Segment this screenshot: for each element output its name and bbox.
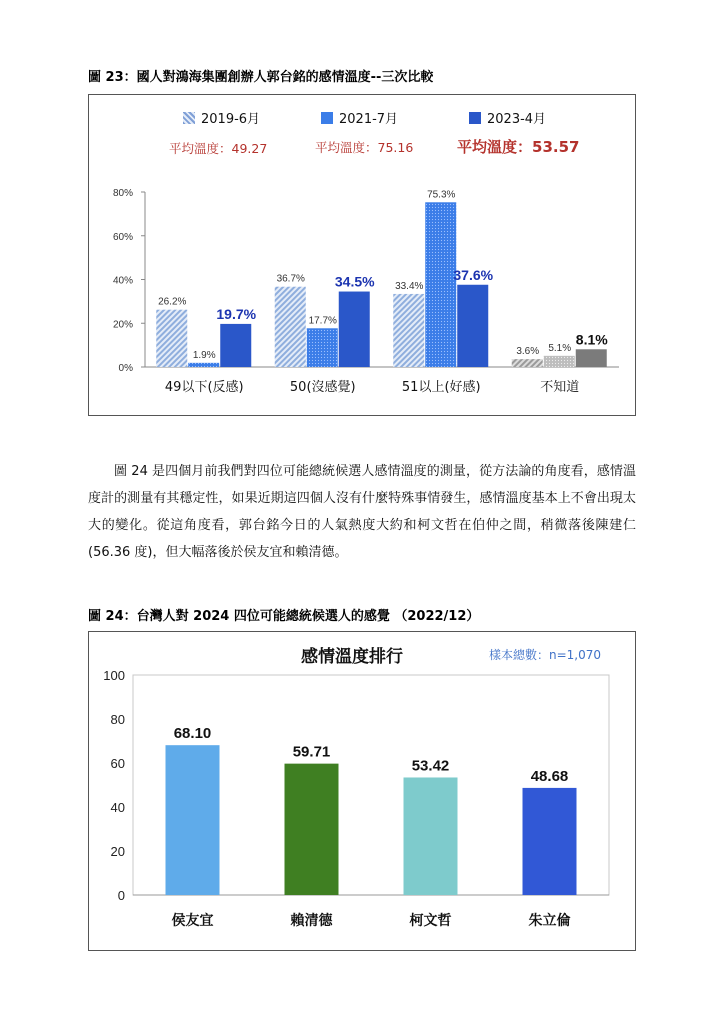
- x-category-label: 49以下(反感): [164, 380, 244, 395]
- x-category-label: 51以上(好感): [401, 380, 481, 395]
- y-tick-label: 80: [110, 712, 125, 727]
- data-label: 33.4%: [395, 280, 424, 292]
- figure24-bar-chart: [89, 632, 635, 950]
- x-category-label: 朱立倫: [528, 913, 571, 929]
- data-label: 37.6%: [453, 266, 494, 283]
- x-category-label: 柯文哲: [409, 913, 452, 929]
- bar-2019-1: [275, 287, 306, 367]
- y-tick-label: 100: [103, 668, 125, 683]
- data-label: 17.7%: [308, 315, 337, 327]
- data-label: 75.3%: [427, 189, 456, 201]
- figure24-title: 感情溫度排行: [301, 647, 403, 667]
- bar-2021-1: [307, 328, 338, 367]
- bar-3: [523, 788, 577, 895]
- body-paragraph: 圖 24 是四個月前我們對四位可能總統候選人感情溫度的測量，從方法論的角度看，感情溫度計的測量有其穩定性，如果近期這四個人沒有什麼特殊事情發生，感情溫度基本上不會出現太大的變化。從這角度看，郭台銘今日的人氣熱度大約和柯文哲在伯仲之間，稍微落後陳建仁(56.36 度)，但大幅落後於侯友宜和賴清德。: [88, 464, 636, 560]
- y-tick-label: 0: [117, 888, 125, 903]
- data-label: 3.6%: [516, 346, 540, 358]
- bar-2023-3: [576, 349, 607, 367]
- bar-2019-2: [393, 294, 424, 367]
- x-category-label: 賴清德: [290, 913, 333, 929]
- legend-label-2019: 2019-6月: [201, 112, 261, 127]
- legend-label-2023: 2023-4月: [487, 112, 547, 127]
- bar-2023-0: [220, 324, 251, 367]
- y-tick-label: 60%: [112, 231, 133, 243]
- average-2023: 平均溫度：53.57: [457, 138, 580, 156]
- figure24-caption: 圖 24：台灣人對 2024 四位可能總統候選人的感覺 （2022/12）: [88, 609, 480, 624]
- x-category-label: 50(沒感覺): [289, 380, 356, 395]
- average-2019: 平均溫度：49.27: [169, 141, 268, 156]
- bar-2023-2: [457, 285, 488, 367]
- data-label: 8.1%: [575, 331, 608, 348]
- y-tick-label: 40: [110, 800, 125, 815]
- legend-label-2021: 2021-7月: [339, 112, 399, 127]
- data-label: 34.5%: [334, 273, 375, 290]
- bar-2021-3: [544, 356, 575, 367]
- bar-2021-0: [188, 363, 219, 367]
- data-label: 48.68: [530, 767, 569, 785]
- data-label: 36.7%: [276, 273, 305, 285]
- bar-2019-0: [156, 310, 187, 367]
- bar-2023-1: [339, 292, 370, 367]
- x-category-label: 侯友宜: [171, 913, 214, 929]
- data-label: 19.7%: [216, 305, 257, 322]
- data-label: 59.71: [292, 743, 331, 761]
- y-tick-label: 40%: [112, 275, 133, 287]
- y-tick-label: 20%: [112, 319, 133, 331]
- bar-2: [404, 777, 458, 895]
- figure23-chart-box: [88, 94, 636, 416]
- bar-2019-3: [512, 359, 543, 367]
- figure24-chart-box: [88, 631, 636, 951]
- bar-1: [285, 764, 339, 895]
- x-category-label: 不知道: [540, 380, 580, 395]
- y-tick-label: 20: [110, 844, 125, 859]
- figure23-bar-chart: [89, 95, 635, 415]
- bar-2021-2: [425, 202, 456, 367]
- sample-size-note: 樣本總數：n=1,070: [489, 648, 602, 662]
- data-label: 1.9%: [192, 349, 216, 361]
- data-label: 5.1%: [548, 342, 572, 354]
- y-tick-label: 60: [110, 756, 125, 771]
- figure23-caption: 圖 23：國人對鴻海集團創辦人郭台銘的感情溫度--三次比較: [88, 70, 434, 85]
- bar-0: [166, 745, 220, 895]
- y-tick-label: 80%: [112, 188, 133, 199]
- data-label: 68.10: [173, 725, 212, 743]
- data-label: 53.42: [411, 757, 450, 775]
- data-label: 26.2%: [158, 296, 187, 308]
- y-tick-label: 0%: [118, 363, 133, 374]
- average-2021: 平均溫度：75.16: [315, 140, 414, 155]
